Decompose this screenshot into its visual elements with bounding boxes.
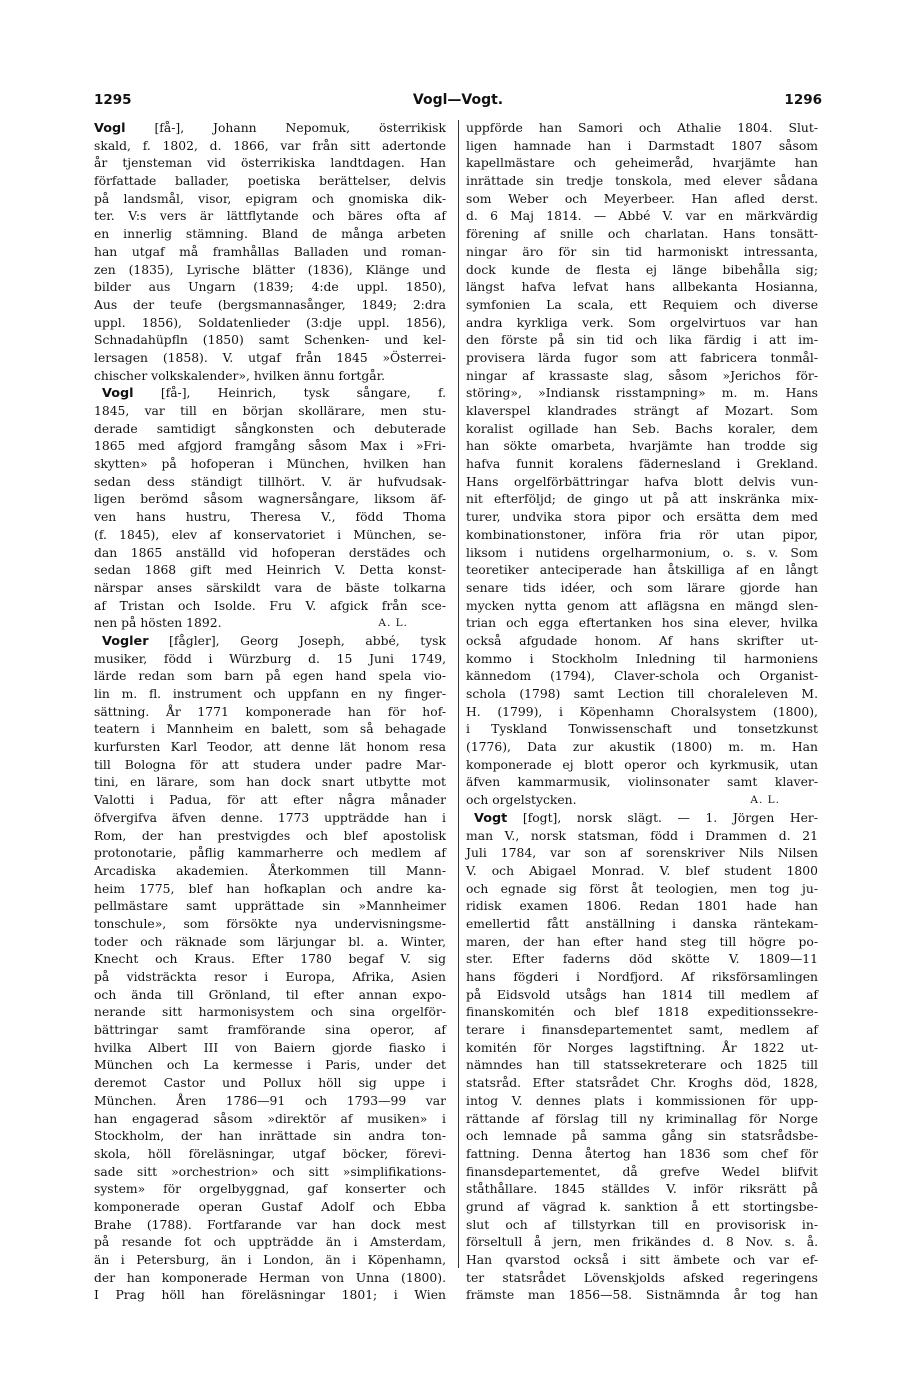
text-line <box>466 262 818 280</box>
author-signature: A. L. <box>750 794 780 807</box>
line-text: [få-], Johann Nepomuk, österrikisk <box>125 121 446 135</box>
text-line <box>94 651 446 669</box>
line-text: skytten» på hofoperan i München, hvilken han <box>94 457 446 472</box>
entry-headword: Vogt <box>474 810 508 826</box>
line-text: [få-], Heinrich, tysk sångare, f. <box>133 386 446 401</box>
text-line <box>466 934 818 952</box>
text-line <box>466 1146 818 1164</box>
line-text: Rom, der han prestvigdes och blef apostolisk <box>94 828 446 843</box>
text-line <box>94 1111 446 1129</box>
text-line <box>466 226 818 244</box>
text-line <box>94 297 446 315</box>
text-line <box>466 527 818 545</box>
line-text: Knecht och Kraus. Efter 1780 begaf V. sig <box>94 952 446 967</box>
entry-headword: Vogler <box>102 633 149 649</box>
text-line <box>94 1093 446 1111</box>
text-line <box>466 721 818 739</box>
page-number-right: 1296 <box>784 92 822 108</box>
line-text: pellmästare samt upprättade sin »Mannheimer <box>94 899 446 914</box>
text-line <box>466 1199 818 1217</box>
line-text: klaverspel klandrades strängt af Mozart. Som <box>466 404 818 418</box>
text-line <box>466 668 818 686</box>
text-line <box>94 810 446 828</box>
text-line <box>94 1004 446 1022</box>
text-line <box>466 739 818 757</box>
text-line <box>94 438 446 456</box>
line-text: ningar äro för sin tid harmoniskt intressanta, <box>466 244 818 259</box>
text-line <box>466 138 818 156</box>
line-text: statsråd. Efter statsrådet Chr. Kroghs död, 1828, <box>466 1076 818 1091</box>
text-line <box>466 474 818 492</box>
line-text: heim 1775, blef han hofkaplan och andre ka- <box>94 881 446 896</box>
line-text: skola, höll föreläsningar, utgaf böcker, förevi- <box>94 1146 446 1161</box>
line-text: rättande af förslag till ny kriminallag för Norge <box>466 1111 818 1126</box>
line-text: ter statsrådet Lövenskjolds afsked regeringens <box>466 1270 818 1285</box>
text-line <box>94 969 446 987</box>
line-text: H. (1799), i Köpenhamn Choralsystem (1800), <box>466 704 818 719</box>
line-text: än i Petersburg, än i London, än i Köpenhamn, <box>94 1253 446 1267</box>
line-text: sedan 1868 gift med Heinrich V. Detta konst- <box>94 563 446 578</box>
line-text: lärde redan som barn på egen hand spela vio- <box>94 669 446 684</box>
text-line <box>94 633 446 651</box>
line-text: kännedom (1794), Claver-schola och Organist- <box>466 669 818 684</box>
text-line <box>94 315 446 333</box>
entry-headword: Vogl <box>94 121 126 136</box>
line-text: musiker, född i Würzburg d. 15 Juni 1749, <box>94 651 446 666</box>
line-text: Brahe (1788). Fortfarande var han dock mest <box>94 1217 446 1232</box>
line-text: [fågler], Georg Joseph, abbé, tysk <box>148 633 446 648</box>
text-line <box>466 1217 818 1235</box>
text-line <box>94 668 446 686</box>
line-text: tonschule», som försökte nya undervisningsme- <box>94 916 446 931</box>
text-line <box>94 173 446 191</box>
text-line <box>466 1093 818 1111</box>
line-text: grund af vägrad k. sanktion å ett stortingsbe- <box>466 1199 818 1214</box>
line-text: nit efterföljd; de gingo ut på att inskränka mix- <box>466 492 818 507</box>
line-text: på landsmål, visor, epigram och gnomiska dik- <box>94 191 446 206</box>
page-number-left: 1295 <box>94 92 132 108</box>
line-text: fattning. Denna återtog han 1836 som chef för <box>466 1146 818 1161</box>
line-text: andra kyrkliga verk. Som orgelvirtuos var han <box>466 315 818 330</box>
line-text: Hans orgelförbättringar hafva blott delvis vun- <box>466 474 818 489</box>
line-text: han utgaf må framhållas Balladen und roman- <box>94 244 446 259</box>
text-line <box>94 191 446 209</box>
text-line <box>466 792 818 810</box>
text-line <box>94 934 446 952</box>
line-text: schola (1798) samt Lection till choraleleven M. <box>466 687 818 701</box>
text-line <box>94 562 446 580</box>
running-title: Vogl—Vogt. <box>412 92 504 108</box>
line-text: ningar af krassaste slag, såsom »Jerichos för- <box>466 368 818 383</box>
line-text: trian och egga eftertanken hos sina elever, hvilka <box>466 616 818 631</box>
text-line <box>94 155 446 173</box>
line-text: och lemnade på samma gång sin statsrådsbe- <box>466 1129 818 1144</box>
text-line <box>94 686 446 704</box>
line-text: på Eidsvold utsågs han 1814 till medlem af <box>466 987 818 1002</box>
text-line <box>94 120 446 138</box>
line-text: liksom i nutidens orgelharmonium, o. s. v. Som <box>466 545 818 560</box>
text-line <box>94 1199 446 1217</box>
right-column <box>466 120 818 1305</box>
text-line <box>466 173 818 191</box>
line-text: och egnade sig först åt teologien, men tog ju- <box>466 881 818 896</box>
text-line <box>466 297 818 315</box>
line-text: af Tristan och Isolde. Fru V. afgick från sce- <box>94 598 446 613</box>
text-line <box>466 1181 818 1199</box>
line-text: ligen berömd såsom wagnersångare, liksom äf- <box>94 492 446 507</box>
text-line <box>466 704 818 722</box>
line-text: närspar anses särskildt vara de bäste tolkarna <box>94 580 446 595</box>
line-text: en innerlig stämning. Bland de många arbeten <box>94 227 446 242</box>
text-line <box>466 244 818 262</box>
text-line <box>94 350 446 368</box>
line-text: sade sitt »orchestrion» och sitt »simplifikations- <box>94 1164 446 1179</box>
text-line <box>466 491 818 509</box>
text-line <box>94 368 446 386</box>
text-line <box>466 1287 818 1305</box>
line-text: förseltull å jern, men frikändes d. 8 Nov. s. å. <box>466 1235 818 1250</box>
line-text: deremot Castor und Pollux höll sig uppe i <box>94 1076 446 1091</box>
line-text: Juli 1784, var son af sorenskriver Nils Nilsen <box>466 846 818 861</box>
line-text: derade samtidigt sångkonsten och debuterade <box>94 421 446 436</box>
line-text: dock kunde de flesta ej länge bibehålla sig; <box>466 262 818 277</box>
text-line <box>466 1111 818 1129</box>
text-line <box>466 456 818 474</box>
text-line <box>94 262 446 280</box>
text-line <box>466 774 818 792</box>
text-line <box>466 509 818 527</box>
text-line <box>94 863 446 881</box>
text-line <box>94 1057 446 1075</box>
text-line <box>466 686 818 704</box>
line-text: mycken nytta genom att aflägsna en mängd slen- <box>466 598 818 613</box>
text-line <box>466 757 818 775</box>
line-text: 1845, var till en början skollärare, men stu- <box>94 404 446 418</box>
text-line <box>466 1128 818 1146</box>
line-text: bättringar samt framförande sina operor, af <box>94 1023 446 1038</box>
text-line <box>466 403 818 421</box>
text-line <box>466 545 818 563</box>
text-line <box>466 562 818 580</box>
line-text: komponerade operan Gustaf Adolf och Ebba <box>94 1199 446 1214</box>
line-text: äfven kammarmusik, violinsonater samt klaver- <box>466 775 818 790</box>
text-line <box>466 438 818 456</box>
text-line <box>466 1270 818 1288</box>
text-line <box>466 1252 818 1270</box>
line-text: som Weber och Meyerbeer. Han afled derst. <box>466 191 818 206</box>
text-line <box>94 774 446 792</box>
text-line <box>94 279 446 297</box>
line-text: störing», »Indiansk risstampning» m. m. Hans <box>466 386 818 401</box>
line-text: kapellmästare och geheimeråd, hvarjämte han <box>466 156 818 171</box>
text-line <box>466 332 818 350</box>
text-line <box>466 633 818 651</box>
text-line <box>94 1181 446 1199</box>
line-text: man V., norsk statsman, född i Drammen d. 21 <box>466 828 818 843</box>
text-line <box>466 350 818 368</box>
line-text: Han qvarstod också i sitt ämbete och var ef- <box>466 1253 818 1267</box>
text-line <box>94 1217 446 1235</box>
text-line <box>466 120 818 138</box>
line-text: system» för orgelbyggnad, gaf konserter och <box>94 1182 446 1197</box>
text-line <box>94 226 446 244</box>
line-text: [fogt], norsk slägt. — 1. Jörgen Her- <box>507 810 818 825</box>
text-line <box>466 279 818 297</box>
text-line <box>466 863 818 881</box>
line-text: finanskomitén och blef 1818 expeditionssekre- <box>466 1005 818 1020</box>
line-text: bilder aus Ungarn (1839; 4:de uppl. 1850), <box>94 280 446 295</box>
text-line <box>466 385 818 403</box>
line-text: Schnadahüpfln (1850) samt Schenken- und kel- <box>94 333 446 348</box>
text-line <box>466 898 818 916</box>
line-text: maren, der han efter hand steg till högre po- <box>466 934 818 949</box>
line-text: på resande fot och uppträdde än i Amsterdam, <box>94 1235 446 1250</box>
line-text: ven hans hustru, Theresa V., född Thoma <box>94 510 446 525</box>
line-text: chischer volkskalender», hvilken ännu fortgår. <box>94 368 386 383</box>
text-line <box>94 1128 446 1146</box>
text-line <box>94 1287 446 1305</box>
line-text: han engagerad såsom »direktör af musiken» i <box>94 1111 446 1126</box>
text-line <box>94 987 446 1005</box>
line-text: komitén för Norges lagstiftning. År 1822 ut- <box>466 1040 818 1055</box>
text-line <box>466 1022 818 1040</box>
line-text: d. 6 Maj 1814. — Abbé V. var en märkvärdig <box>466 209 818 224</box>
text-line <box>94 244 446 262</box>
text-line <box>94 721 446 739</box>
text-line <box>466 191 818 209</box>
line-text: komponerade ej blott operor och kyrkmusik, utan <box>466 757 818 772</box>
line-text: längst hafva lefvat hans allbekanta Hosianna, <box>466 280 818 295</box>
entry-headword: Vogl <box>102 386 134 402</box>
line-text: provisera lärda fugor som att fabricera tonmål- <box>466 350 818 365</box>
text-line <box>466 651 818 669</box>
line-text: zen (1835), Lyrische blätter (1836), Klänge und <box>94 262 446 277</box>
text-line <box>94 615 446 633</box>
line-text: öfvergifva äfven denne. 1773 uppträdde han i <box>94 810 446 825</box>
line-text: ster. Efter faderns död skötte V. 1809—11 <box>466 952 818 967</box>
text-line <box>94 403 446 421</box>
text-line <box>466 155 818 173</box>
line-text: skald, f. 1802, d. 1866, var från sitt adertonde <box>94 138 446 153</box>
text-line <box>94 580 446 598</box>
text-line <box>94 881 446 899</box>
line-text: sedan dess ständigt tillhört. V. är hufvudsak- <box>94 474 446 489</box>
line-text: (f. 1845), elev af konservatoriet i München, se- <box>94 527 446 542</box>
line-text: hans fögderi i Nordfjord. Af riksförsamlingen <box>466 970 818 984</box>
left-column <box>94 120 446 1305</box>
text-line <box>94 704 446 722</box>
line-text: Arcadiska akademien. Återkommen till Mann- <box>94 863 446 878</box>
line-text: också afgudade honom. Af hans skrifter ut- <box>466 633 818 648</box>
text-line <box>94 1164 446 1182</box>
line-text: lersagen (1858). V. utgaf från 1845 »Österrei- <box>94 350 446 365</box>
text-line <box>466 987 818 1005</box>
line-text: nen på hösten 1892. <box>94 616 222 631</box>
line-text: kurfursten Karl Teodor, att denne lät honom resa <box>94 740 446 755</box>
text-line <box>466 368 818 386</box>
text-line <box>94 951 446 969</box>
text-line <box>94 1234 446 1252</box>
text-line <box>94 1022 446 1040</box>
line-text: lin m. fl. instrument och uppfann en ny finger- <box>94 687 446 701</box>
line-text: nämndes han till statssekreterare och 1825 till <box>466 1058 818 1073</box>
line-text: koralist ogillade han Seb. Bachs koraler, dem <box>466 421 818 436</box>
text-line <box>94 828 446 846</box>
line-text: ligen hamnade han i Darmstadt 1807 såsom <box>466 138 818 153</box>
line-text: inrättade sin tredje tonskola, med elever sådana <box>466 174 818 189</box>
line-text: München och La kermesse i Paris, under det <box>94 1058 446 1073</box>
text-line <box>466 1057 818 1075</box>
line-text: i Tyskland Tonwissenschaft und tonsetzkunst <box>466 722 818 737</box>
line-text: han sökte omarbeta, hvarjämte han trodde sig <box>466 439 818 454</box>
line-text: hvilka Albert III von Baiern gjorde fiasko i <box>94 1040 446 1055</box>
line-text: och ända till Grönland, til efter annan expo- <box>94 987 446 1002</box>
column-divider <box>458 120 459 1268</box>
text-line <box>466 615 818 633</box>
text-line <box>466 421 818 439</box>
text-line <box>466 951 818 969</box>
text-line <box>94 1075 446 1093</box>
text-line <box>466 810 818 828</box>
line-text: förening af snille och charlatan. Hans tonsätt- <box>466 227 818 242</box>
line-text: der han komponerade Herman von Unna (1800). <box>94 1270 446 1285</box>
text-line <box>466 1040 818 1058</box>
line-text: och orgelstycken. <box>466 793 577 808</box>
text-line <box>94 138 446 156</box>
text-line <box>94 208 446 226</box>
line-text: sättning. År 1771 komponerade han för hof- <box>94 704 446 719</box>
page-header <box>94 92 822 112</box>
text-line <box>94 527 446 545</box>
line-text: uppl. 1856), Soldatenlieder (3:dje uppl. 1856), <box>94 315 446 330</box>
text-line <box>466 969 818 987</box>
text-line <box>466 598 818 616</box>
text-line <box>466 845 818 863</box>
line-text: München. Åren 1786—91 och 1793—99 var <box>94 1093 446 1108</box>
line-text: ter. V:s vers är lättflytande och bäres ofta af <box>94 209 446 224</box>
text-line <box>94 739 446 757</box>
text-line <box>94 1252 446 1270</box>
line-text: på vidsträckta resor i Europa, Afrika, Asien <box>94 970 446 984</box>
text-line <box>94 491 446 509</box>
line-text: den förste på sin tid och lika färdig i att im- <box>466 333 818 348</box>
line-text: senare tids idéer, och som lärare gjorde han <box>466 580 818 595</box>
text-line <box>94 1270 446 1288</box>
text-line <box>94 792 446 810</box>
line-text: V. och Abigael Monrad. V. blef student 1800 <box>466 863 818 878</box>
text-line <box>94 598 446 616</box>
line-text: teoretiker anteciperade han åtskilliga af en långt <box>466 563 818 578</box>
text-line <box>94 916 446 934</box>
text-line <box>466 1075 818 1093</box>
text-line <box>94 1146 446 1164</box>
text-line <box>94 474 446 492</box>
line-text: dan 1865 anställd vid hofoperan derstädes och <box>94 545 446 560</box>
line-text: finansdepartementet, då grefve Wedel blifvit <box>466 1164 818 1179</box>
line-text: kombinationstoner, införa fria rör utan pipor, <box>466 527 818 542</box>
text-line <box>94 421 446 439</box>
line-text: författade ballader, poetiska berättelser, delvis <box>94 174 446 189</box>
text-line <box>94 757 446 775</box>
text-line <box>466 580 818 598</box>
author-signature: A. L. <box>378 617 408 630</box>
text-line <box>466 1164 818 1182</box>
text-line <box>466 208 818 226</box>
line-text: symfonien La scala, ett Requiem och diverse <box>466 297 818 312</box>
line-text: slut och af tillstyrkan till en provisorisk in- <box>466 1217 818 1232</box>
line-text: protonotarie, påflig kammarherre och medlem af <box>94 846 446 861</box>
line-text: 1865 med afgjord framgång såsom Max i »Fri- <box>94 439 446 454</box>
line-text: tini, en lärare, som han dock snart utbytte mot <box>94 775 446 790</box>
text-line <box>466 881 818 899</box>
line-text: uppförde han Samori och Athalie 1804. Slut- <box>466 121 818 135</box>
text-line <box>94 545 446 563</box>
line-text: intog V. dennes plats i kommissionen för upp- <box>466 1093 818 1108</box>
line-text: ståthållare. 1845 ställdes V. inför riksrätt på <box>466 1182 818 1197</box>
line-text: Aus der teufe (bergsmannasånger, 1849; 2:dra <box>94 297 446 312</box>
line-text: turer, undvika stora pipor och ersätta dem med <box>466 510 818 525</box>
line-text: emellertid fått anställning i danska räntekam- <box>466 916 818 931</box>
text-line <box>94 385 446 403</box>
line-text: år tjensteman vid österrikiska landtdagen. Han <box>94 156 446 171</box>
line-text: kommo i Stockholm Inledning til harmoniens <box>466 651 818 666</box>
line-text: nerande sitt harmonisystem och sina orgelför- <box>94 1005 446 1020</box>
text-line <box>94 898 446 916</box>
line-text: hafva funnit koralens fädernesland i Grekland. <box>466 457 818 472</box>
line-text: I Prag höll han föreläsningar 1801; i Wien <box>94 1288 446 1303</box>
text-line <box>466 1004 818 1022</box>
text-line <box>466 315 818 333</box>
text-line <box>466 828 818 846</box>
text-line <box>466 1234 818 1252</box>
line-text: till Bologna för att studera under padre Mar- <box>94 757 446 772</box>
text-line <box>94 845 446 863</box>
line-text: ridisk examen 1806. Redan 1801 hade han <box>466 899 818 914</box>
text-line <box>94 332 446 350</box>
line-text: toder och räknade som lärjungar bl. a. Winter, <box>94 934 446 949</box>
text-line <box>94 456 446 474</box>
line-text: Valotti i Padua, för att efter några månader <box>94 793 446 808</box>
text-line <box>466 916 818 934</box>
line-text: terare i finansdepartementet samt, medlem af <box>466 1023 818 1038</box>
text-line <box>94 509 446 527</box>
line-text: främste man 1856—58. Sistnämnda år tog han <box>466 1288 818 1303</box>
text-line <box>94 1040 446 1058</box>
line-text: (1776), Data zur akustik (1800) m. m. Han <box>466 740 818 755</box>
line-text: teatern i Mannheim en balett, som så behagade <box>94 722 446 737</box>
line-text: Stockholm, der han inrättade sin andra ton- <box>94 1129 446 1144</box>
